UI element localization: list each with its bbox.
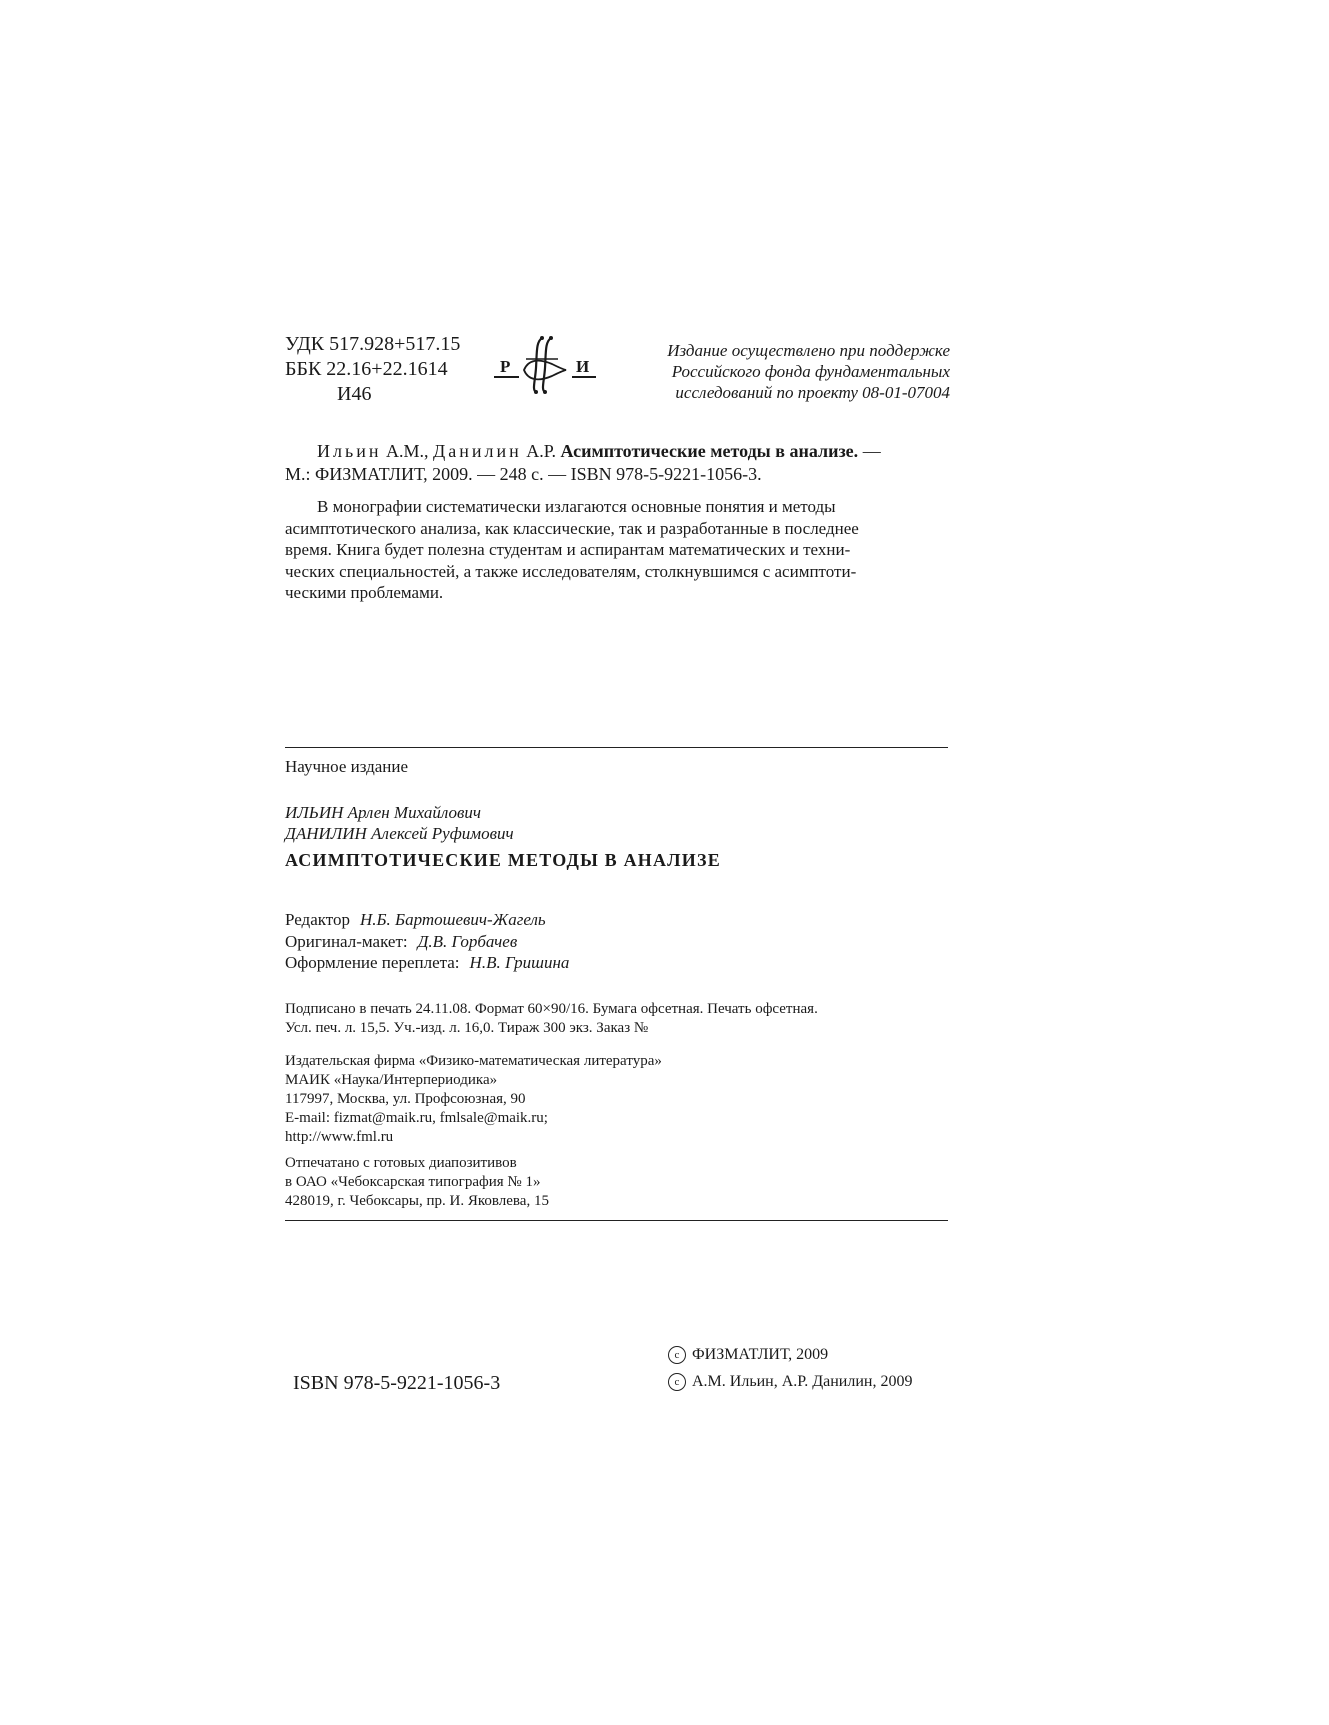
annotation-line: асимптотического анализа, как классические, так и разработанные в последнее (285, 518, 859, 538)
rffi-logo-icon (492, 334, 598, 396)
publisher-info (285, 1052, 948, 1147)
author-full-name: ДАНИЛИН Алексей Руфимович (285, 824, 514, 843)
staff-credits (285, 909, 569, 974)
staff-row (285, 952, 569, 974)
copyright-icon: c (668, 1346, 686, 1364)
staff-name: Д.В. Горбачев (417, 931, 518, 951)
ref-author-1: Ильин (317, 441, 382, 461)
ref-author-2: Данилин (432, 441, 522, 461)
udk-code: УДК 517.928+517.15 (285, 333, 461, 355)
ref-dash: — (862, 441, 881, 461)
ref-title: Асимптотические методы в анализе. (560, 441, 859, 461)
publisher-line: http://www.fml.ru (285, 1129, 394, 1145)
copyright-text: ФИЗМАТЛИТ, 2009 (692, 1346, 829, 1363)
copyright-line (668, 1373, 912, 1391)
annotation-line: ческими проблемами. (285, 583, 444, 602)
funding-line-2: Российского фонда фундаментальных (671, 362, 950, 381)
annotation (285, 496, 948, 604)
staff-name: Н.Б. Бартошевич-Жагель (360, 910, 546, 929)
printer-line: в ОАО «Чебоксарская типография № 1» (285, 1174, 541, 1190)
copyright-text: А.М. Ильин, А.Р. Данилин, 2009 (692, 1373, 913, 1390)
copyright-icon: c (668, 1373, 686, 1391)
print-info-line: Подписано в печать 24.11.08. Формат 60×90/16. Бумага офсетная. Печать офсетная. (285, 1001, 818, 1017)
print-info (285, 1000, 948, 1038)
top-divider (285, 747, 948, 748)
book-title: АСИМПТОТИЧЕСКИЕ МЕТОДЫ В АНАЛИЗЕ (285, 850, 721, 870)
publisher-line: Издательская фирма «Физико-математическая литература» (285, 1053, 662, 1069)
staff-row (285, 909, 569, 931)
copyright-line (668, 1346, 828, 1364)
annotation-line: В монографии систематически излагаются основные понятия и методы (317, 497, 836, 516)
isbn-number: ISBN 978-5-9221-1056-3 (293, 1372, 501, 1394)
bibliographic-reference (285, 440, 948, 486)
staff-role: Оригинал-макет: (285, 931, 408, 951)
logo-letter-i: И (576, 357, 590, 376)
ref-author-1-initials: А.М., (385, 441, 429, 461)
funding-line-3: исследований по проекту 08-01-07004 (675, 383, 950, 402)
staff-role: Редактор (285, 910, 350, 929)
logo-letter-p: Р (500, 357, 511, 376)
bbk-code: ББК 22.16+22.1614 (285, 358, 448, 380)
authors-list (285, 802, 514, 844)
printer-line: Отпечатано с готовых диапозитивов (285, 1155, 517, 1171)
publisher-line: 117997, Москва, ул. Профсоюзная, 90 (285, 1091, 526, 1107)
author-index: И46 (337, 383, 372, 405)
publisher-line: E-mail: fizmat@maik.ru, fmlsale@maik.ru; (285, 1110, 548, 1126)
funding-note (610, 340, 950, 403)
annotation-line: ческих специальностей, а также исследователям, столкнувшимся с асимптоти- (285, 561, 857, 581)
staff-name: Н.В. Гришина (469, 953, 570, 972)
ref-author-2-initials: А.Р. (526, 441, 557, 461)
funding-line-1: Издание осуществлено при поддержке (667, 341, 950, 360)
author-full-name: ИЛЬИН Арлен Михайлович (285, 803, 482, 822)
staff-role: Оформление переплета: (285, 953, 460, 972)
print-info-line: Усл. печ. л. 15,5. Уч.-изд. л. 16,0. Тираж 300 экз. Заказ № (285, 1020, 649, 1036)
bottom-divider (285, 1220, 948, 1221)
annotation-line: время. Книга будет полезна студентам и аспирантам математических и техни- (285, 540, 851, 559)
staff-row (285, 931, 569, 953)
publisher-line: МАИК «Наука/Интерпериодика» (285, 1072, 498, 1088)
printer-info (285, 1154, 948, 1211)
printer-line: 428019, г. Чебоксары, пр. И. Яковлева, 15 (285, 1193, 549, 1209)
edition-kind: Научное издание (285, 757, 409, 776)
classification-codes (285, 332, 460, 407)
ref-publication-line: М.: ФИЗМАТЛИТ, 2009. — 248 с. — ISBN 978-5-9221-1056-3. (285, 464, 762, 484)
